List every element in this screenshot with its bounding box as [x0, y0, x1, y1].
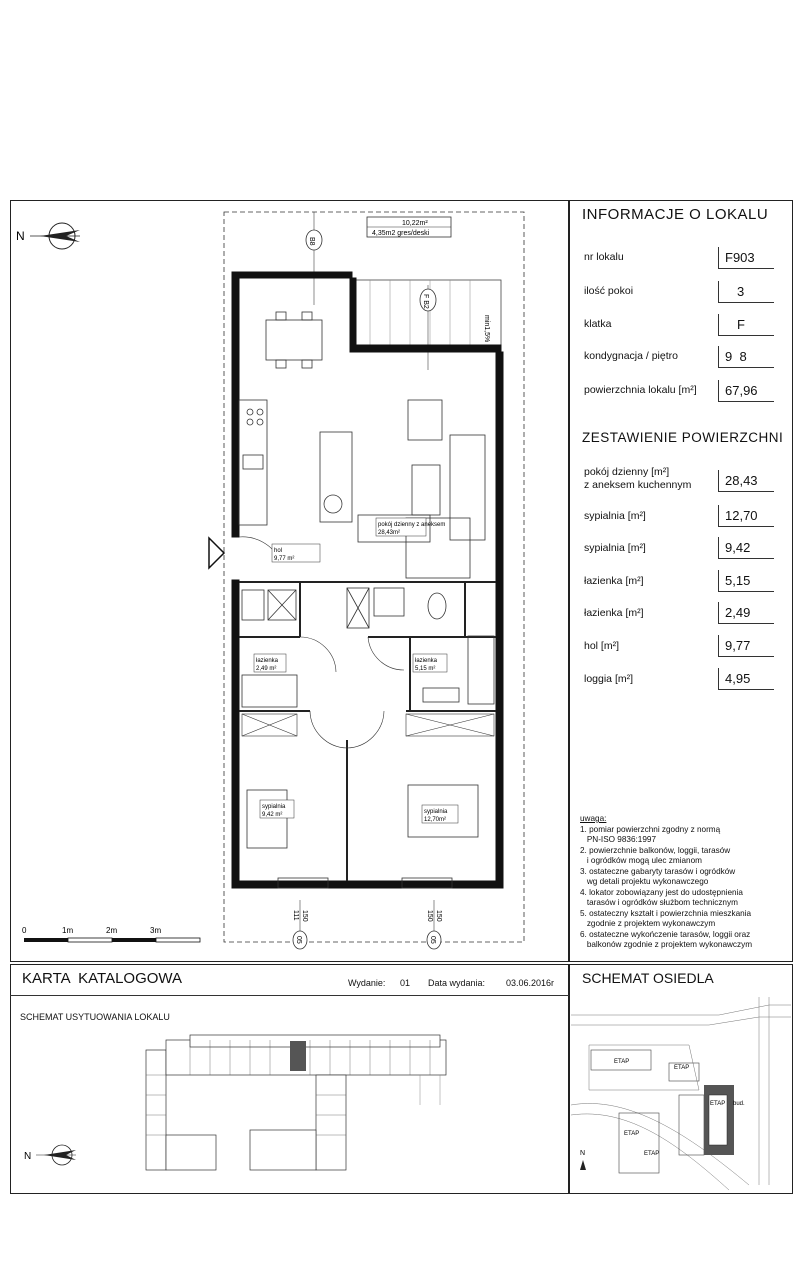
dim-label: 150: [435, 910, 442, 922]
date-value: 03.06.2016r: [506, 978, 555, 988]
room-name: sypialnia: [424, 809, 448, 815]
info-label-unit: nr lokalu: [584, 251, 624, 263]
info-value-staircase: F: [718, 314, 774, 336]
area-value-hall: 9,77: [718, 635, 774, 657]
note-line: 1. pomiar powierzchni zgodny z normą: [580, 824, 721, 834]
floor-plan: [10, 200, 569, 962]
site-label: ETAP: [674, 1065, 690, 1071]
dim-label: 150: [301, 910, 308, 922]
scale-label: 2m: [106, 926, 118, 935]
area-label-living: pokój dzienny [m²] z aneksem kuchennym: [584, 466, 692, 491]
doors: [300, 637, 404, 748]
loggia-note: 4,35m2 gres/deski: [372, 230, 430, 237]
area-value-bath-1: 5,15: [718, 570, 774, 592]
area-value-loggia: 4,95: [718, 668, 774, 690]
info-value-rooms: 3: [718, 281, 774, 303]
north-label: N: [16, 229, 25, 243]
room-area: 9,42 m²: [262, 812, 283, 818]
room-name: pokój dzienny z aneksem: [378, 522, 446, 528]
area-label-bedroom-2: sypialnia [m²]: [584, 542, 646, 554]
note-line: zgodnie z projektem wykonawczym: [580, 919, 716, 928]
north-label: N: [580, 1150, 586, 1157]
scale-label: 3m: [150, 926, 162, 935]
room-name: łazienka: [415, 658, 438, 664]
site-label: ETAP: [614, 1059, 630, 1065]
date-label: Data wydania:: [428, 978, 486, 988]
area-label-loggia: loggia [m²]: [584, 673, 634, 685]
area-label-bath-1: łazienka [m²]: [584, 575, 644, 587]
entrance-arrow-icon: [209, 538, 224, 568]
area-value-living: 28,43: [718, 470, 774, 492]
note-line: i ogródków mogą ulec zmianom: [580, 856, 702, 865]
info-title: INFORMACJE O LOKALU: [582, 206, 769, 223]
note-line: 4. lokator zobowiązany jest do udostępnienia: [580, 887, 743, 897]
room-name: sypialnia: [262, 804, 286, 810]
note-line: 3. ostateczne gabaryty tarasów i ogródków: [580, 866, 736, 876]
bathrooms: [242, 588, 494, 707]
info-label-staircase: klatka: [584, 318, 612, 330]
info-value-floor: 9 8: [718, 346, 774, 368]
site-label: ETAP: [644, 1151, 660, 1157]
site-label: bud.: [733, 1101, 745, 1107]
notes: [580, 814, 792, 951]
building-schema: [10, 995, 569, 1194]
living-furniture: [358, 400, 485, 578]
area-value-bedroom-2: 9,42: [718, 537, 774, 559]
area-value-bedroom-1: 12,70: [718, 505, 774, 527]
area-label-bedroom-1: sypialnia [m²]: [584, 510, 646, 522]
axis-top-label: B8: [308, 237, 315, 246]
info-value-area: 67,96: [718, 380, 774, 402]
note-line: tarasów i ogródków służbom technicznym: [580, 898, 738, 907]
north-label: N: [24, 1151, 32, 1162]
dim-label: 111: [292, 910, 299, 921]
interior-walls: [239, 582, 496, 881]
axis-f-label: F B2: [422, 294, 429, 309]
note-line: 6. ostateczne wykończenie tarasów, loggii oraz: [580, 929, 751, 939]
dim-label: 150: [426, 910, 433, 922]
info-label-area: powierzchnia lokalu [m²]: [584, 384, 697, 396]
area-label-hall: hol [m²]: [584, 640, 620, 652]
walls: [232, 272, 503, 888]
axis-bottom-b-label: 05: [429, 936, 436, 944]
summary-title: ZESTAWIENIE POWIERZCHNI: [582, 430, 784, 445]
note-line: balkonów zgodnie z projektem wykonawczym: [580, 940, 753, 949]
notes-heading: uwaga:: [580, 814, 607, 823]
edition-label: Wydanie:: [348, 978, 386, 988]
catalog-title: KARTA KATALOGOWA: [22, 970, 183, 987]
axis-f: [420, 285, 436, 370]
loggia-area: 10,22m²: [402, 220, 428, 227]
dining-table: [266, 312, 322, 368]
site-schema-title: SCHEMAT OSIEDLA: [582, 970, 714, 986]
room-area: 5,15 m²: [415, 666, 436, 672]
loggia: [353, 217, 501, 352]
usage-title: SCHEMAT USYTUOWANIA LOKALU: [20, 1012, 170, 1022]
north-arrow-site-icon: [580, 1150, 586, 1170]
area-value-bath-2: 2,49: [718, 602, 774, 624]
note-line: PN-ISO 9836:1997: [580, 835, 657, 844]
room-area: 28,43m²: [378, 530, 401, 536]
info-label-rooms: ilość pokoi: [584, 285, 634, 297]
unit-highlight: [290, 1041, 306, 1071]
info-label-floor: kondygnacja / piętro: [584, 350, 678, 362]
wardrobes: [242, 714, 494, 736]
note-line: wg detali projektu wykonawczego: [580, 877, 709, 886]
edition-value: 01: [400, 978, 411, 988]
room-labels: [254, 518, 458, 823]
scale-label: 0: [22, 926, 27, 935]
slope-label: min1,5%: [483, 315, 490, 343]
area-label-bath-2: łazienka [m²]: [584, 607, 644, 619]
room-area: 9,77 m²: [274, 556, 295, 562]
note-line: 2. powierzchnie balkonów, loggii, tarasów: [580, 845, 731, 855]
room-name: łazienka: [256, 658, 279, 664]
north-arrow-small-icon: [24, 1145, 76, 1165]
site-schema: [569, 995, 793, 1194]
north-arrow-icon: [16, 223, 80, 249]
axis-top: [306, 212, 322, 305]
scale-bar: [22, 926, 200, 942]
site-roads: [571, 997, 791, 1190]
scale-label: 1m: [62, 926, 74, 935]
axis-bottom-a-label: 05: [295, 936, 302, 944]
room-area: 12,70m²: [424, 817, 447, 823]
room-name: hol: [274, 548, 283, 554]
info-value-unit: F903: [718, 247, 774, 269]
kitchen: [239, 400, 352, 525]
site-label: ETAP: [710, 1101, 726, 1107]
room-area: 2,49 m²: [256, 666, 277, 672]
site-label: ETAP: [624, 1131, 640, 1137]
note-line: 5. ostateczny kształt i powierzchnia mieszkania: [580, 908, 752, 918]
